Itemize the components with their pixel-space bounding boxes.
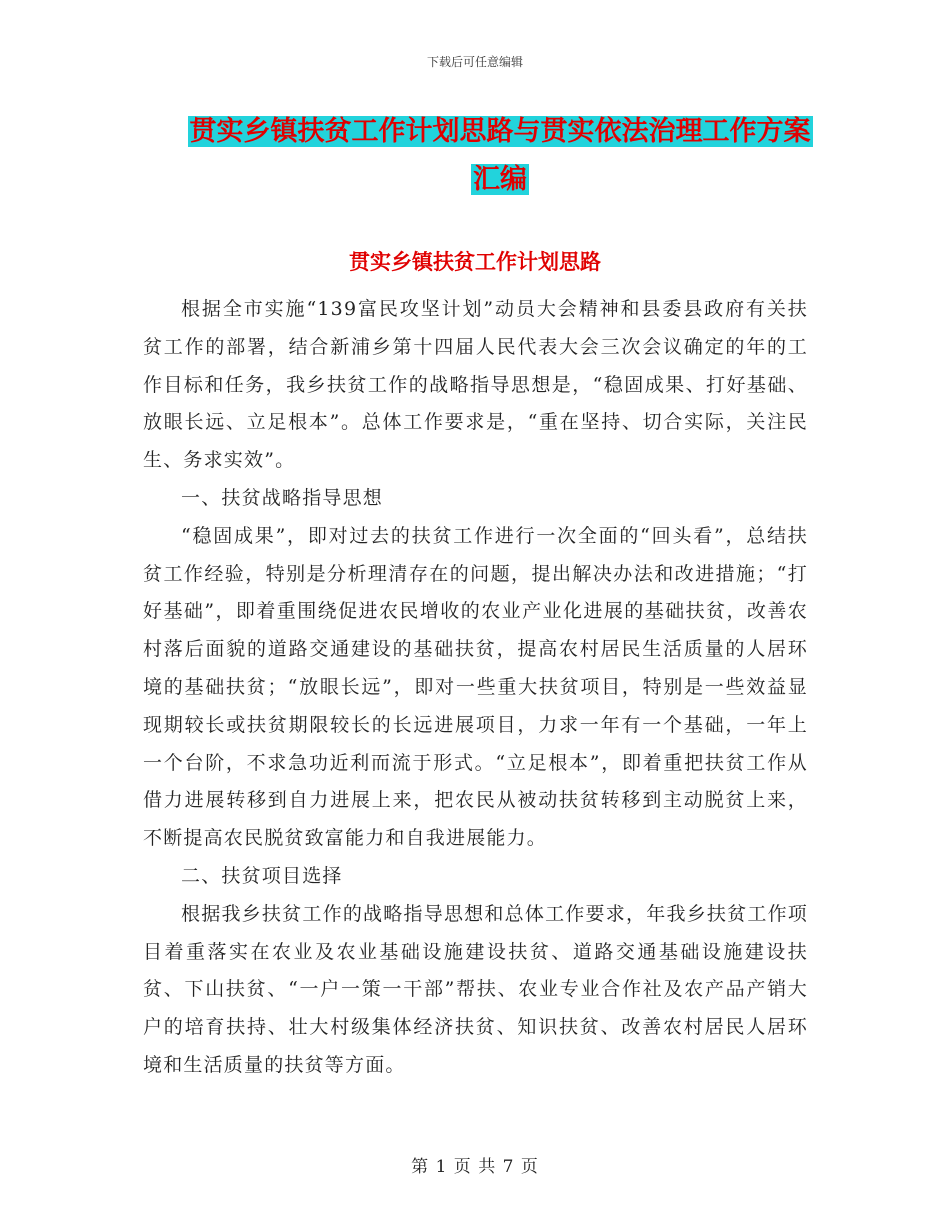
paragraph-intro: 根据全市实施“139富民攻坚计划”动员大会精神和县委县政府有关扶贫工作的部署，结合新浦乡第十四届人民代表大会三次会议确定的年的工作目标和任务，我乡扶贫工作的战略指导思想是，“稳固成果、打好基础、放眼长远、立足根本”。总体工作要求是，“重在坚持、切合实际，关注民生、务求实效”。	[143, 298, 808, 472]
paragraph-project-selection: 根据我乡扶贫工作的战略指导思想和总体工作要求，年我乡扶贫工作项目着重落实在农业及农业基础设施建设扶贫、道路交通基础设施建设扶贫、下山扶贫、“一户一策一干部”帮扶、农业专业合作社及农产品产销大户的培育扶持、壮大村级集体经济扶贫、知识扶贫、改善农村居民人居环境和生活质量的扶贫等方面。	[143, 902, 808, 1076]
document-title	[140, 108, 860, 204]
heading-strategy: 一、扶贫战略指导思想	[181, 486, 384, 509]
document-body	[143, 291, 808, 1085]
heading-project-selection: 二、扶贫项目选择	[181, 864, 343, 887]
document-title-line-2: 汇编	[473, 164, 527, 195]
paragraph-strategy: “稳固成果”，即对过去的扶贫工作进行一次全面的“回头看”，总结扶贫工作经验，特别是分析理清存在的问题，提出解决办法和改进措施；“打好基础”，即着重围绕促进农民增收的农业产业化进展的基础扶贫，改善农村落后面貌的道路交通建设的基础扶贫，提高农村居民生活质量的人居环境的基础扶贫；“放眼长远”，即对一些重大扶贫项目，特别是一些效益显现期较长或扶贫期限较长的长远进展项目，力求一年有一个基础，一年上一个台阶，不求急功近利而流于形式。“立足根本”，即着重把扶贫工作从借力进展转移到自力进展上来，把农民从被动扶贫转移到主动脱贫上来，不断提高农民脱贫致富能力和自我进展能力。	[143, 524, 808, 850]
section-title: 贯实乡镇扶贫工作计划思路	[349, 250, 601, 274]
page-number-footer: 第 1 页 共 7 页	[411, 1157, 539, 1177]
document-title-line-1: 贯实乡镇扶贫工作计划思路与贯实依法治理工作方案	[189, 116, 811, 147]
page-header-note: 下载后可任意编辑	[426, 55, 523, 69]
